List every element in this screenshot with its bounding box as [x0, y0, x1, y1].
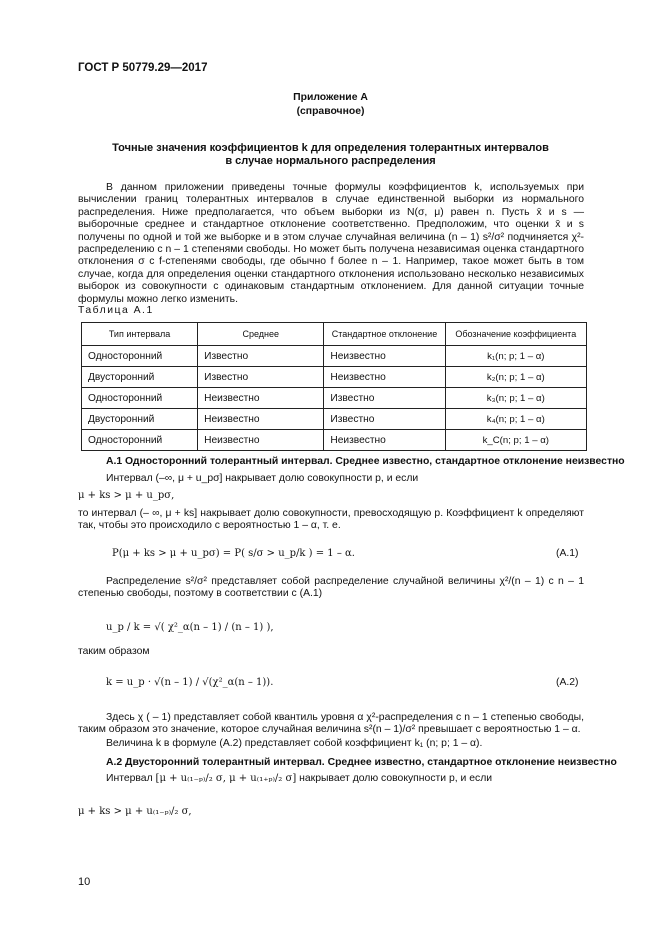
table-cell: Неизвестно [324, 430, 445, 451]
a1-thus-label: таким образом [78, 646, 150, 657]
table-cell: k₃(n; p; 1 – α) [445, 388, 586, 409]
column-header: Тип интервала [82, 323, 198, 346]
table-cell: Неизвестно [324, 367, 445, 388]
a2-interval-label: Интервал [106, 773, 153, 784]
table-cell: Известно [198, 367, 324, 388]
table-cell: Двусторонний [82, 409, 198, 430]
table-cell: Односторонний [82, 430, 198, 451]
table-cell: Двусторонний [82, 367, 198, 388]
column-header: Стандартное отклонение [324, 323, 445, 346]
column-header: Среднее [198, 323, 324, 346]
table-cell: Неизвестно [198, 409, 324, 430]
table-caption: Таблица А.1 [78, 305, 154, 316]
table-cell: k_C(n; p; 1 – α) [445, 430, 586, 451]
a2-interval-text: накрывает долю совокупности p, и если [299, 773, 493, 784]
table-row [82, 388, 587, 409]
section-a1-title: А.1 Односторонний толерантный интервал. Среднее известно, стандартное отклонение неизвестно [106, 456, 625, 467]
a2-inequality: μ + ks > μ + u₍₁₋ₚ₎/₂ σ, [78, 806, 192, 817]
page-number: 10 [78, 876, 91, 888]
a1-paragraph-4: Здесь χ ( – 1) представляет собой квантиль уровня α χ²-распределения с n – 1 степенью свободы, таким образом это значение, которое случайная величина s²(n – 1)/σ² превышает с вероятностью 1 – α. [78, 712, 584, 736]
table-cell: Известно [324, 409, 445, 430]
table-cell: Известно [324, 388, 445, 409]
section-a2-title: А.2 Двусторонний толерантный интервал. Среднее известно, стандартное отклонение неизвестно [106, 757, 617, 768]
heading-line-1: Точные значения коэффициентов k для определения толерантных интервалов [112, 142, 549, 154]
table-row [82, 430, 587, 451]
equation-number-a2: (А.2) [556, 677, 579, 688]
column-header: Обозначение коэффициента [445, 323, 586, 346]
a2-interval-formula: [μ + u₍₁₋ₚ₎/₂ σ, μ + u₍₁₊ₚ₎/₂ σ] [155, 773, 297, 784]
table-cell: k₂(n; p; 1 – α) [445, 367, 586, 388]
table-row [82, 346, 587, 367]
table-cell: Неизвестно [324, 346, 445, 367]
table-cell: Односторонний [82, 388, 198, 409]
table-row [82, 367, 587, 388]
table-row [82, 409, 587, 430]
a2-interval-line [106, 773, 492, 784]
a1-formula-probability: P(μ + ks > μ + u_pσ) = P( s/σ > u_p/k ) = 1 – α. [112, 548, 355, 559]
appendix-subtitle: (справочное) [296, 106, 365, 117]
a1-paragraph-2: то интервал (– ∞, μ + ks] накрывает долю совокупности, превосходящую p. Коэффициент k определяют так, чтобы это происходило с вероятностью 1 – α, т. е. [78, 508, 584, 532]
a1-conclusion: Величина k в формуле (А.2) представляет собой коэффициент k₁ (n; p; 1 – α). [106, 738, 483, 749]
appendix-title: Приложение А [293, 92, 368, 103]
table-cell: Неизвестно [198, 430, 324, 451]
table-cell: k₄(n; p; 1 – α) [445, 409, 586, 430]
table-cell: k₁(n; p; 1 – α) [445, 346, 586, 367]
document-id: ГОСТ Р 50779.29—2017 [78, 62, 208, 74]
a1-formula-ratio: u_p / k = √( χ²_α(n – 1) / (n – 1) ), [106, 622, 274, 633]
heading-line-2: в случае нормального распределения [225, 155, 436, 167]
equation-number-a1: (А.1) [556, 548, 579, 559]
table-header-row [82, 323, 587, 346]
table-cell: Неизвестно [198, 388, 324, 409]
a1-formula-k: k = u_p · √(n – 1) / √(χ²_α(n – 1)). [106, 677, 274, 688]
a1-interval-line: Интервал (–∞, μ + u_pσ] накрывает долю совокупности p, и если [106, 473, 419, 484]
table-cell: Известно [198, 346, 324, 367]
intro-paragraph: В данном приложении приведены точные формулы коэффициентов k, используемых при вычислении границ толерантных интервалов в случае единственной выборки из нормального распределения. Ниже предполагается, что объем выборки из N(σ, μ) равен n. Пусть x̄ и s — выборочные среднее и стандартное отклонение соответственно. Предположим, что оценки x̄ и s получены по одной и той же выборке и в этом случае случайная величина (n – 1) s²/σ² подчиняется χ²-распределению с n – 1 степенями свободы. Но может быть получена независимая оценка стандартного отклонения σ с f-степенями свободы, где обычно f более n – 1. Например, такое может быть в том случае, когда для определения оценки стандартного отклонения использовано несколько независимых выборок из совокупности с одинаковым стандартным отклонением. Для данной ситуации точные формулы можно легко изменить. [78, 182, 584, 305]
coefficient-table [81, 322, 587, 451]
table-cell: Односторонний [82, 346, 198, 367]
a1-paragraph-3: Распределение s²/σ² представляет собой распределение случайной величины χ²/(n – 1) с n – 1 степенью свободы, поэтому в соответствии с (А.1) [78, 576, 584, 600]
a1-inequality: μ + ks > μ + u_pσ, [78, 490, 175, 501]
